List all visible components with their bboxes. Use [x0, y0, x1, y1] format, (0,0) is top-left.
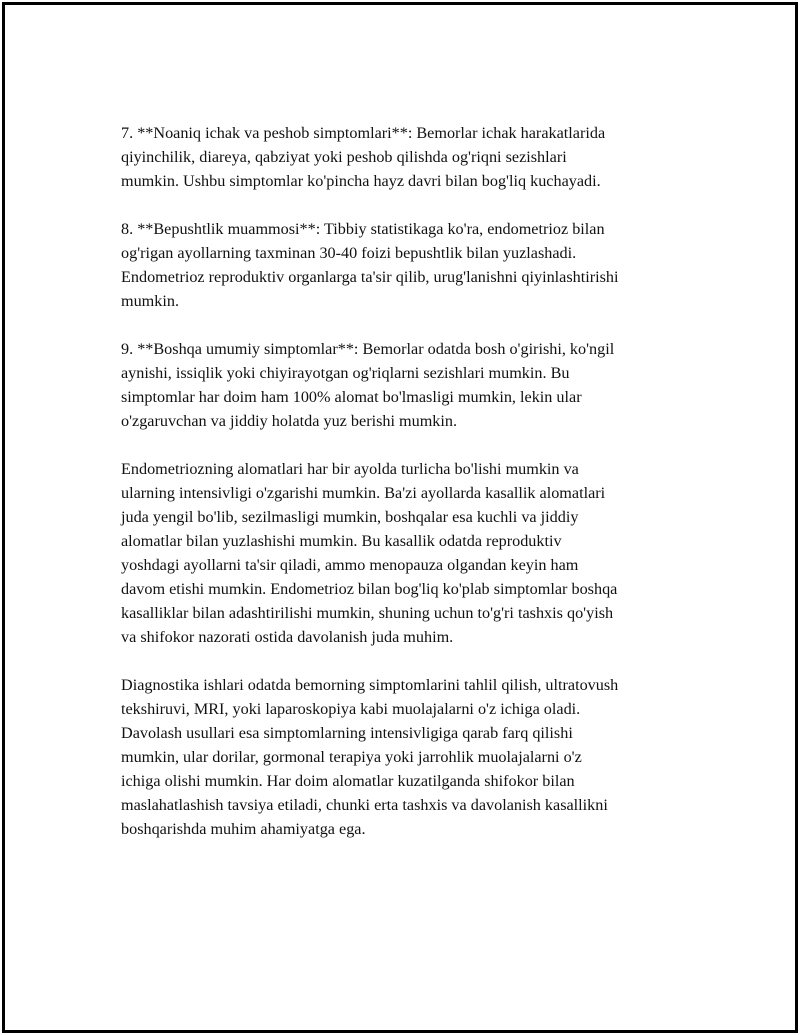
text-line: va shifokor nazorati ostida davolanish juda muhim.	[121, 628, 454, 646]
text-line: boshqarishda muhim ahamiyatga ega.	[121, 820, 366, 838]
text-line: qiyinchilik, diareya, qabziyat yoki peshob qilishda og'riqni sezishlari	[121, 148, 567, 166]
text-line: yoshdagi ayollarni ta'sir qiladi, ammo menopauza olgandan keyin ham	[121, 556, 579, 574]
text-line: mumkin.	[121, 292, 180, 310]
text-line: mumkin. Ushbu simptomlar ko'pincha hayz davri bilan bog'liq kuchayadi.	[121, 172, 601, 190]
text-line: ichiga olishi mumkin. Har doim alomatlar kuzatilganda shifokor bilan	[121, 772, 575, 790]
paragraph-other-symptoms	[121, 337, 691, 433]
text-line: 7. **Noaniq ichak va peshob simptomlari**: Bemorlar ichak harakatlarida	[121, 124, 606, 142]
text-line: mumkin, ular dorilar, gormonal terapiya yoki jarrohlik muolajalarni o'z	[121, 748, 582, 766]
text-line: maslahatlashish tavsiya etiladi, chunki erta tashxis va davolanish kasallikni	[121, 796, 608, 814]
text-line: Endometrioz reproduktiv organlarga ta'sir qilib, urug'lanishni qiyinlashtirishi	[121, 268, 619, 286]
text-line: aynishi, issiqlik yoki chiyirayotgan og'riqlarni sezishlari mumkin. Bu	[121, 364, 570, 382]
page-frame	[2, 2, 798, 1033]
paragraph-variability	[121, 457, 691, 649]
text-line: davom etishi mumkin. Endometrioz bilan bog'liq ko'plab simptomlar boshqa	[121, 580, 618, 598]
paragraph-infertility	[121, 217, 691, 313]
document-body	[121, 121, 691, 865]
text-line: og'rigan ayollarning taxminan 30-40 foizi bepushtlik bilan yuzlashadi.	[121, 244, 577, 262]
text-line: 8. **Bepushtlik muammosi**: Tibbiy statistikaga ko'ra, endometrioz bilan	[121, 220, 605, 238]
paragraph-symptoms-bowel	[121, 121, 691, 193]
text-line: Diagnostika ishlari odatda bemorning simptomlarini tahlil qilish, ultratovush	[121, 676, 619, 694]
text-line: tekshiruvi, MRI, yoki laparoskopiya kabi muolajalarni o'z ichiga oladi.	[121, 700, 581, 718]
text-line: Davolash usullari esa simptomlarning intensivligiga qarab farq qilishi	[121, 724, 573, 742]
text-line: ularning intensivligi o'zgarishi mumkin. Ba'zi ayollarda kasallik alomatlari	[121, 484, 606, 502]
text-line: o'zgaruvchan va jiddiy holatda yuz berishi mumkin.	[121, 412, 458, 430]
text-line: kasalliklar bilan adashtirilishi mumkin, shuning uchun to'g'ri tashxis qo'yish	[121, 604, 614, 622]
text-line: 9. **Boshqa umumiy simptomlar**: Bemorlar odatda bosh o'girishi, ko'ngil	[121, 340, 615, 358]
text-line: simptomlar har doim ham 100% alomat bo'lmasligi mumkin, lekin ular	[121, 388, 582, 406]
text-line: Endometriozning alomatlari har bir ayolda turlicha bo'lishi mumkin va	[121, 460, 579, 478]
text-line: juda yengil bo'lib, sezilmasligi mumkin, boshqalar esa kuchli va jiddiy	[121, 508, 579, 526]
text-line: alomatlar bilan yuzlashishi mumkin. Bu kasallik odatda reproduktiv	[121, 532, 562, 550]
paragraph-diagnostics	[121, 673, 691, 841]
